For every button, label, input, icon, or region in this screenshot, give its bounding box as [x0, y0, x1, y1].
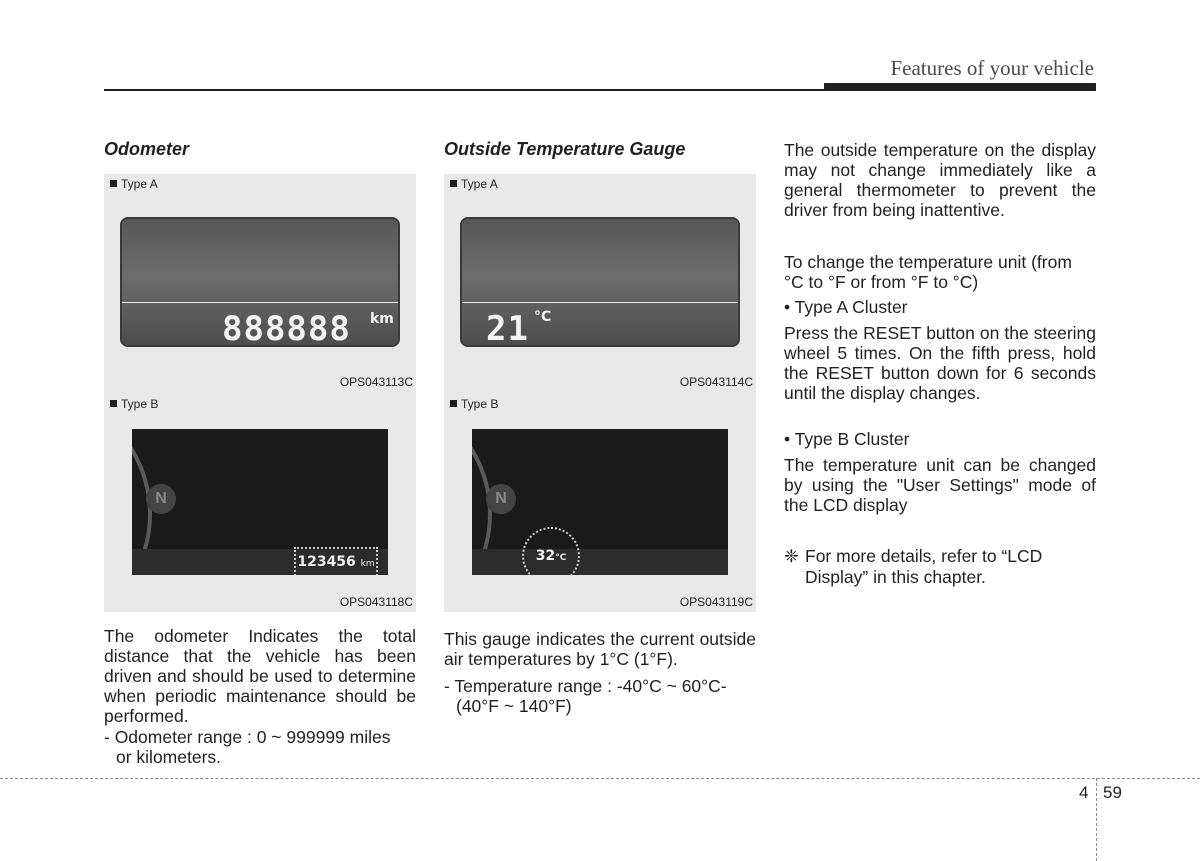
type-b-cluster-bullet: • Type B Cluster [784, 429, 910, 449]
temperature-description: This gauge indicates the current outside air temperatures by 1°C (1°F). [444, 629, 756, 669]
note-line1: For more details, refer to “LCD [805, 546, 1043, 566]
temperature-heading: Outside Temperature Gauge [444, 139, 686, 159]
gear-indicator-icon: N [486, 484, 516, 514]
temperature-lcd-display-a [460, 217, 740, 347]
odometer-digits: 888888 [222, 309, 351, 349]
odometer-range-line1: - Odometer range : 0 ~ 999999 miles [104, 727, 391, 747]
type-a-cluster-bullet: • Type A Cluster [784, 297, 908, 317]
temperature-range-line1: - Temperature range : -40°C ~ 60°C- [444, 676, 727, 696]
note-symbol-icon: ❈ [784, 546, 799, 566]
chapter-number: 4 [1079, 783, 1089, 802]
figure-type-label: Type B [450, 397, 498, 411]
odometer-readout: 123456 km [294, 547, 378, 575]
footer-vertical-divider [1096, 778, 1097, 861]
footer-divider [0, 778, 1200, 779]
figure-code: OPS043114C [679, 375, 753, 389]
odometer-lcd-display-a [120, 217, 400, 347]
temperature-readout: 32°C [522, 527, 580, 575]
lcd-divider-line [122, 302, 398, 303]
temperature-unit: °C [534, 309, 552, 325]
figure-code: OPS043119C [679, 595, 753, 609]
gear-indicator-icon: N [146, 484, 176, 514]
temperature-digits: 21 [486, 309, 529, 349]
display-delay-note: The outside temperature on the display may not change immediately like a general thermometer to prevent the driver from being inattentive. [784, 140, 1096, 220]
odometer-type-a-figure [104, 174, 416, 396]
figure-type-label: Type A [450, 177, 498, 191]
lcd-divider-line [462, 302, 738, 303]
odometer-unit: km [370, 311, 394, 327]
header-rule [104, 89, 826, 91]
temperature-lcd-display-b [472, 429, 728, 575]
running-header-title: Features of your vehicle [890, 56, 1094, 80]
figure-type-label: Type B [110, 397, 158, 411]
odometer-lcd-display-b [132, 429, 388, 575]
odometer-heading: Odometer [104, 139, 190, 159]
temperature-type-b-figure [444, 394, 756, 612]
display-band [472, 549, 728, 575]
temperature-type-a-figure [444, 174, 756, 396]
unit-change-intro: To change the temperature unit (from °C to °F or from °F to °C) [784, 252, 1072, 292]
page-number: 59 [1103, 783, 1122, 802]
odometer-range-line2: or kilometers. [116, 747, 222, 767]
type-b-cluster-instructions: The temperature unit can be changed by using the "User Settings" mode of the LCD display [784, 455, 1096, 515]
header-rule-accent [824, 83, 1096, 91]
note-line2: Display” in this chapter. [805, 567, 986, 587]
odometer-type-b-figure [104, 394, 416, 612]
temperature-range-line2: (40°F ~ 140°F) [456, 696, 572, 716]
figure-code: OPS043118C [339, 595, 413, 609]
type-a-cluster-instructions: Press the RESET button on the steering wheel 5 times. On the fifth press, hold the RESET button down for 6 seconds until the display changes. [784, 323, 1096, 403]
figure-code: OPS043113C [339, 375, 413, 389]
figure-type-label: Type A [110, 177, 158, 191]
odometer-description: The odometer Indicates the total distance that the vehicle has been driven and should be used to determine when periodic maintenance should be performed. [104, 626, 416, 726]
